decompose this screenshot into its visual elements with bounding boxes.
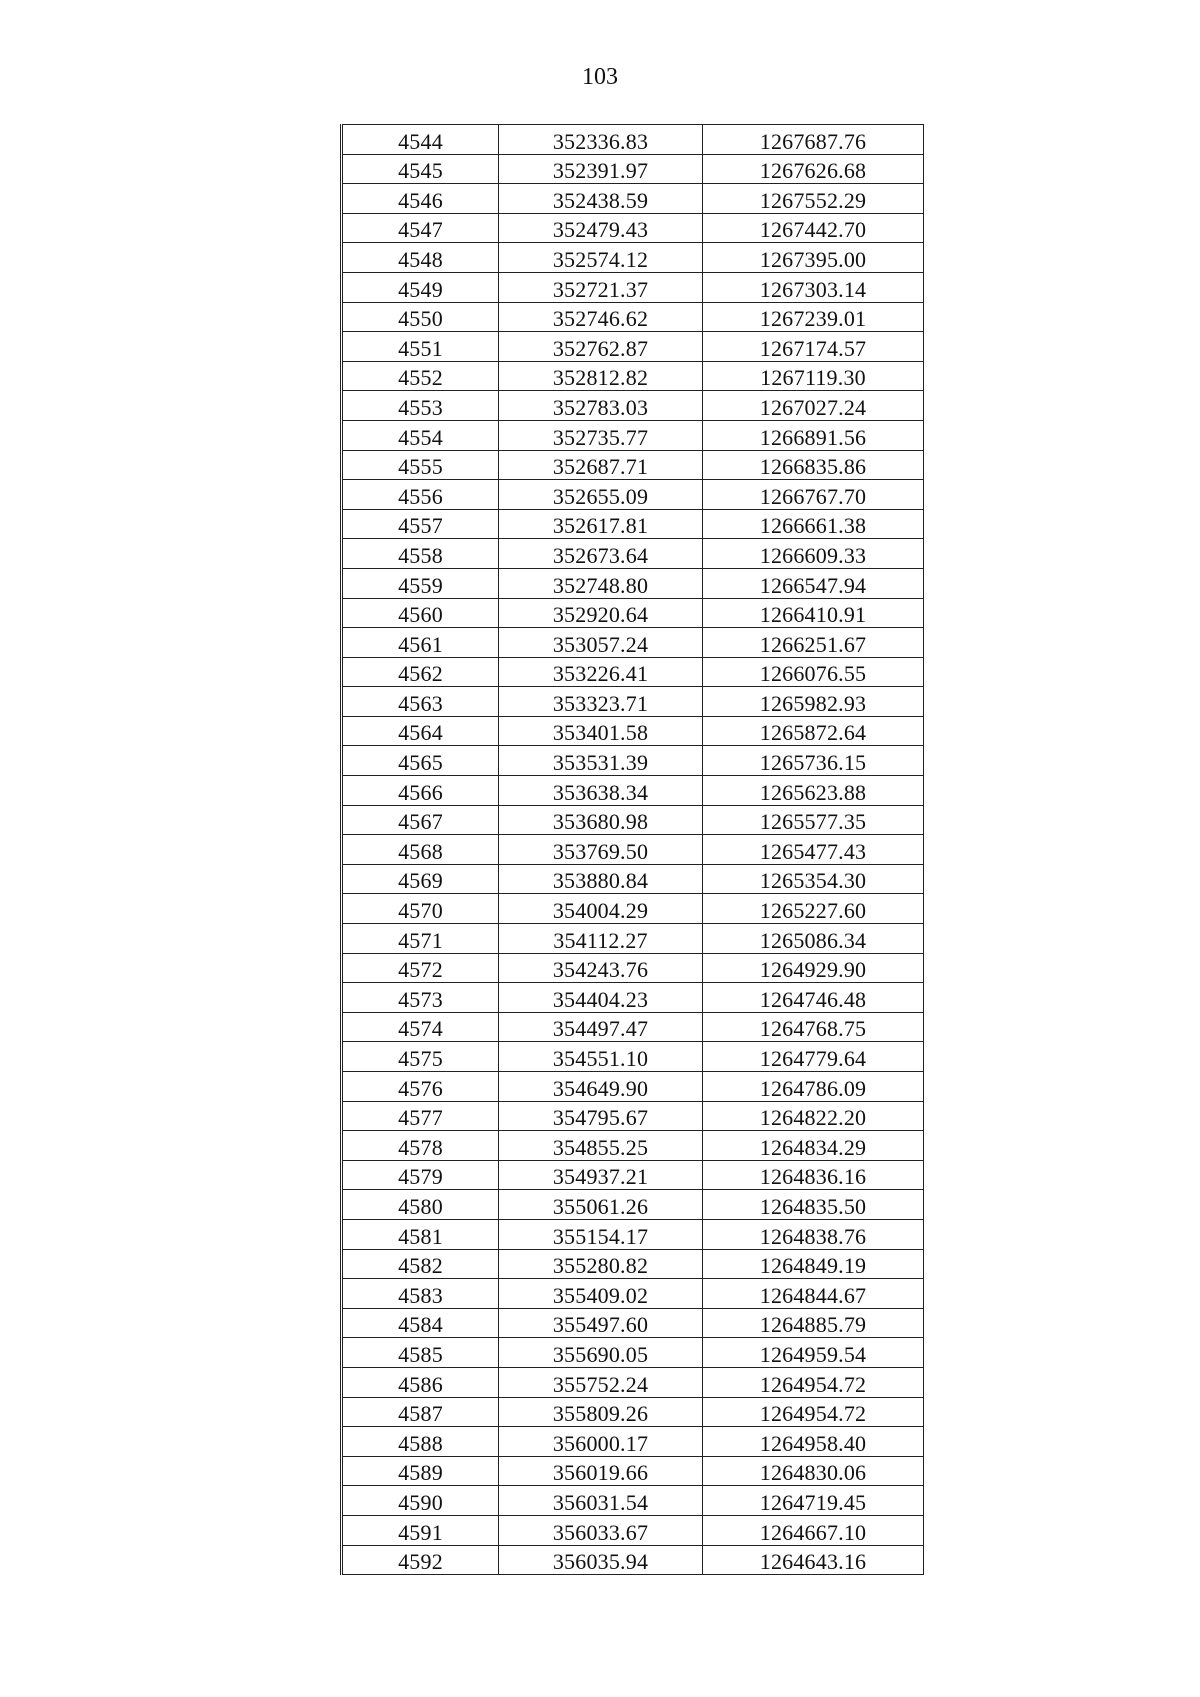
point-number-cell: 4547 — [342, 213, 499, 243]
x-coordinate-cell: 352438.59 — [499, 184, 703, 214]
x-coordinate-cell: 353638.34 — [499, 776, 703, 806]
table-row — [342, 805, 924, 835]
x-coordinate-cell: 353226.41 — [499, 657, 703, 687]
x-coordinate-cell: 355497.60 — [499, 1308, 703, 1338]
x-coordinate-cell: 352783.03 — [499, 391, 703, 421]
table-row — [342, 924, 924, 954]
y-coordinate-cell: 1266661.38 — [703, 509, 924, 539]
x-coordinate-cell: 352920.64 — [499, 598, 703, 628]
x-coordinate-cell: 352735.77 — [499, 420, 703, 450]
point-number-cell: 4570 — [342, 894, 499, 924]
y-coordinate-cell: 1265354.30 — [703, 864, 924, 894]
x-coordinate-cell: 353880.84 — [499, 864, 703, 894]
x-coordinate-cell: 352673.64 — [499, 539, 703, 569]
y-coordinate-cell: 1265982.93 — [703, 687, 924, 717]
x-coordinate-cell: 355809.26 — [499, 1397, 703, 1427]
y-coordinate-cell: 1267174.57 — [703, 332, 924, 362]
table-row — [342, 420, 924, 450]
x-coordinate-cell: 353680.98 — [499, 805, 703, 835]
table-row — [342, 1101, 924, 1131]
x-coordinate-cell: 354855.25 — [499, 1131, 703, 1161]
table-row — [342, 1308, 924, 1338]
point-number-cell: 4567 — [342, 805, 499, 835]
point-number-cell: 4572 — [342, 953, 499, 983]
point-number-cell: 4568 — [342, 835, 499, 865]
y-coordinate-cell: 1265227.60 — [703, 894, 924, 924]
x-coordinate-cell: 355280.82 — [499, 1249, 703, 1279]
y-coordinate-cell: 1266076.55 — [703, 657, 924, 687]
table-row — [342, 1190, 924, 1220]
point-number-cell: 4580 — [342, 1190, 499, 1220]
table-row — [342, 539, 924, 569]
point-number-cell: 4585 — [342, 1338, 499, 1368]
x-coordinate-cell: 352762.87 — [499, 332, 703, 362]
x-coordinate-cell: 354243.76 — [499, 953, 703, 983]
x-coordinate-cell: 354004.29 — [499, 894, 703, 924]
point-number-cell: 4558 — [342, 539, 499, 569]
y-coordinate-cell: 1264954.72 — [703, 1367, 924, 1397]
y-coordinate-cell: 1267552.29 — [703, 184, 924, 214]
y-coordinate-cell: 1265477.43 — [703, 835, 924, 865]
point-number-cell: 4566 — [342, 776, 499, 806]
y-coordinate-cell: 1266251.67 — [703, 628, 924, 658]
table-row — [342, 1367, 924, 1397]
x-coordinate-cell: 352721.37 — [499, 272, 703, 302]
x-coordinate-cell: 355690.05 — [499, 1338, 703, 1368]
y-coordinate-cell: 1264885.79 — [703, 1308, 924, 1338]
y-coordinate-cell: 1264667.10 — [703, 1515, 924, 1545]
point-number-cell: 4545 — [342, 154, 499, 184]
y-coordinate-cell: 1264830.06 — [703, 1456, 924, 1486]
table-row — [342, 1545, 924, 1575]
point-number-cell: 4589 — [342, 1456, 499, 1486]
point-number-cell: 4552 — [342, 361, 499, 391]
table-row — [342, 598, 924, 628]
x-coordinate-cell: 354404.23 — [499, 983, 703, 1013]
table-row — [342, 154, 924, 184]
point-number-cell: 4587 — [342, 1397, 499, 1427]
point-number-cell: 4561 — [342, 628, 499, 658]
x-coordinate-cell: 354497.47 — [499, 1012, 703, 1042]
table-row — [342, 1279, 924, 1309]
y-coordinate-cell: 1264822.20 — [703, 1101, 924, 1131]
x-coordinate-cell: 355409.02 — [499, 1279, 703, 1309]
table-row — [342, 953, 924, 983]
table-row — [342, 1012, 924, 1042]
y-coordinate-cell: 1267442.70 — [703, 213, 924, 243]
point-number-cell: 4582 — [342, 1249, 499, 1279]
y-coordinate-cell: 1265736.15 — [703, 746, 924, 776]
table-row — [342, 1072, 924, 1102]
point-number-cell: 4551 — [342, 332, 499, 362]
x-coordinate-cell: 355154.17 — [499, 1219, 703, 1249]
y-coordinate-cell: 1267303.14 — [703, 272, 924, 302]
x-coordinate-cell: 352479.43 — [499, 213, 703, 243]
x-coordinate-cell: 355061.26 — [499, 1190, 703, 1220]
point-number-cell: 4573 — [342, 983, 499, 1013]
x-coordinate-cell: 354649.90 — [499, 1072, 703, 1102]
x-coordinate-cell: 356033.67 — [499, 1515, 703, 1545]
x-coordinate-cell: 352336.83 — [499, 125, 703, 155]
x-coordinate-cell: 356019.66 — [499, 1456, 703, 1486]
point-number-cell: 4562 — [342, 657, 499, 687]
point-number-cell: 4555 — [342, 450, 499, 480]
table-row — [342, 509, 924, 539]
x-coordinate-cell: 356035.94 — [499, 1545, 703, 1575]
x-coordinate-cell: 352687.71 — [499, 450, 703, 480]
table-row — [342, 568, 924, 598]
table-row — [342, 450, 924, 480]
table-row — [342, 332, 924, 362]
x-coordinate-cell: 356000.17 — [499, 1427, 703, 1457]
x-coordinate-cell: 356031.54 — [499, 1486, 703, 1516]
point-number-cell: 4592 — [398, 1549, 443, 1575]
y-coordinate-cell: 1267395.00 — [703, 243, 924, 273]
y-coordinate-cell: 1264959.54 — [703, 1338, 924, 1368]
table-row — [342, 864, 924, 894]
point-number-cell: 4586 — [342, 1367, 499, 1397]
point-number-cell: 4574 — [342, 1012, 499, 1042]
table-row — [342, 1160, 924, 1190]
y-coordinate-cell: 1267239.01 — [703, 302, 924, 332]
table-row — [342, 746, 924, 776]
x-coordinate-cell: 353531.39 — [499, 746, 703, 776]
table-row — [342, 243, 924, 273]
y-coordinate-cell: 1265577.35 — [703, 805, 924, 835]
x-coordinate-cell: 352574.12 — [499, 243, 703, 273]
table-row — [342, 125, 924, 155]
point-number-cell: 4563 — [342, 687, 499, 717]
table-row — [342, 628, 924, 658]
point-number-cell: 4546 — [342, 184, 499, 214]
table-row — [342, 272, 924, 302]
table-row — [342, 776, 924, 806]
point-number-cell: 4549 — [342, 272, 499, 302]
table-row — [342, 1042, 924, 1072]
point-number-cell: 4553 — [342, 391, 499, 421]
point-number-cell: 4583 — [342, 1279, 499, 1309]
x-coordinate-cell: 352748.80 — [499, 568, 703, 598]
y-coordinate-cell: 1264844.67 — [703, 1279, 924, 1309]
x-coordinate-cell: 354112.27 — [499, 924, 703, 954]
point-number-cell: 4591 — [342, 1515, 499, 1545]
point-number-cell: 4581 — [342, 1219, 499, 1249]
x-coordinate-cell: 352391.97 — [499, 154, 703, 184]
table-row — [342, 213, 924, 243]
x-coordinate-cell: 352617.81 — [499, 509, 703, 539]
y-coordinate-cell: 1264786.09 — [703, 1072, 924, 1102]
table-row — [342, 480, 924, 510]
point-number-cell: 4590 — [342, 1486, 499, 1516]
y-coordinate-cell: 1264929.90 — [703, 953, 924, 983]
point-number-cell: 4575 — [342, 1042, 499, 1072]
x-coordinate-cell: 352746.62 — [499, 302, 703, 332]
x-coordinate-cell: 352812.82 — [499, 361, 703, 391]
table-row — [342, 1427, 924, 1457]
table-row — [342, 657, 924, 687]
table-row — [342, 687, 924, 717]
y-coordinate-cell: 1267626.68 — [703, 154, 924, 184]
x-coordinate-cell: 352655.09 — [499, 480, 703, 510]
y-coordinate-cell: 1264779.64 — [703, 1042, 924, 1072]
point-number-cell: 4554 — [342, 420, 499, 450]
table-row — [342, 302, 924, 332]
y-coordinate-cell: 1264958.40 — [703, 1427, 924, 1457]
point-number-cell: 4548 — [342, 243, 499, 273]
point-number-cell: 4556 — [342, 480, 499, 510]
y-coordinate-cell: 1266835.86 — [703, 450, 924, 480]
point-number-cell: 4565 — [342, 746, 499, 776]
table-row — [342, 1338, 924, 1368]
point-number-cell: 4577 — [342, 1101, 499, 1131]
table-row — [342, 716, 924, 746]
x-coordinate-cell: 353323.71 — [499, 687, 703, 717]
y-coordinate-cell: 1264746.48 — [703, 983, 924, 1013]
point-number-cell: 4569 — [342, 864, 499, 894]
point-number-cell: 4550 — [342, 302, 499, 332]
y-coordinate-cell: 1266891.56 — [703, 420, 924, 450]
y-coordinate-cell: 1264836.16 — [703, 1160, 924, 1190]
table-row — [342, 1249, 924, 1279]
coordinates-table-body — [342, 125, 924, 1575]
point-number-cell: 4571 — [342, 924, 499, 954]
point-number-cell: 4588 — [342, 1427, 499, 1457]
y-coordinate-cell: 1266767.70 — [703, 480, 924, 510]
y-coordinate-cell: 1266609.33 — [703, 539, 924, 569]
y-coordinate-cell: 1267119.30 — [703, 361, 924, 391]
table-row — [342, 184, 924, 214]
coordinates-table — [340, 124, 924, 1575]
x-coordinate-cell: 354937.21 — [499, 1160, 703, 1190]
point-number-cell: 4564 — [342, 716, 499, 746]
table-row — [342, 894, 924, 924]
point-number-cell: 4584 — [342, 1308, 499, 1338]
y-coordinate-cell: 1265623.88 — [703, 776, 924, 806]
x-coordinate-cell: 354551.10 — [499, 1042, 703, 1072]
x-coordinate-cell: 355752.24 — [499, 1367, 703, 1397]
y-coordinate-cell: 1266410.91 — [703, 598, 924, 628]
y-coordinate-cell: 1264768.75 — [703, 1012, 924, 1042]
point-number-cell: 4560 — [342, 598, 499, 628]
table-row — [342, 1397, 924, 1427]
table-row — [342, 361, 924, 391]
y-coordinate-cell: 1264835.50 — [703, 1190, 924, 1220]
table-row — [342, 1515, 924, 1545]
x-coordinate-cell: 353769.50 — [499, 835, 703, 865]
page-number: 103 — [582, 64, 618, 90]
point-number-cell: 4557 — [342, 509, 499, 539]
table-row — [342, 1131, 924, 1161]
point-number-cell: 4544 — [342, 125, 499, 155]
table-row — [342, 983, 924, 1013]
x-coordinate-cell: 353401.58 — [499, 716, 703, 746]
table-row — [342, 391, 924, 421]
y-coordinate-cell: 1264954.72 — [703, 1397, 924, 1427]
point-number-cell: 4576 — [342, 1072, 499, 1102]
y-coordinate-cell: 1264834.29 — [703, 1131, 924, 1161]
y-coordinate-cell: 1267027.24 — [703, 391, 924, 421]
y-coordinate-cell: 1264838.76 — [703, 1219, 924, 1249]
y-coordinate-cell: 1267687.76 — [703, 125, 924, 155]
point-number-cell: 4559 — [342, 568, 499, 598]
table-row — [342, 1219, 924, 1249]
y-coordinate-cell: 1264849.19 — [703, 1249, 924, 1279]
point-number-cell: 4579 — [342, 1160, 499, 1190]
table-row — [342, 1456, 924, 1486]
table-row — [342, 835, 924, 865]
x-coordinate-cell: 354795.67 — [499, 1101, 703, 1131]
y-coordinate-cell: 1264643.16 — [703, 1545, 924, 1575]
y-coordinate-cell: 1265872.64 — [703, 716, 924, 746]
point-number-cell: 4578 — [342, 1131, 499, 1161]
y-coordinate-cell: 1266547.94 — [703, 568, 924, 598]
x-coordinate-cell: 353057.24 — [499, 628, 703, 658]
y-coordinate-cell: 1265086.34 — [703, 924, 924, 954]
table-row — [342, 1486, 924, 1516]
y-coordinate-cell: 1264719.45 — [703, 1486, 924, 1516]
